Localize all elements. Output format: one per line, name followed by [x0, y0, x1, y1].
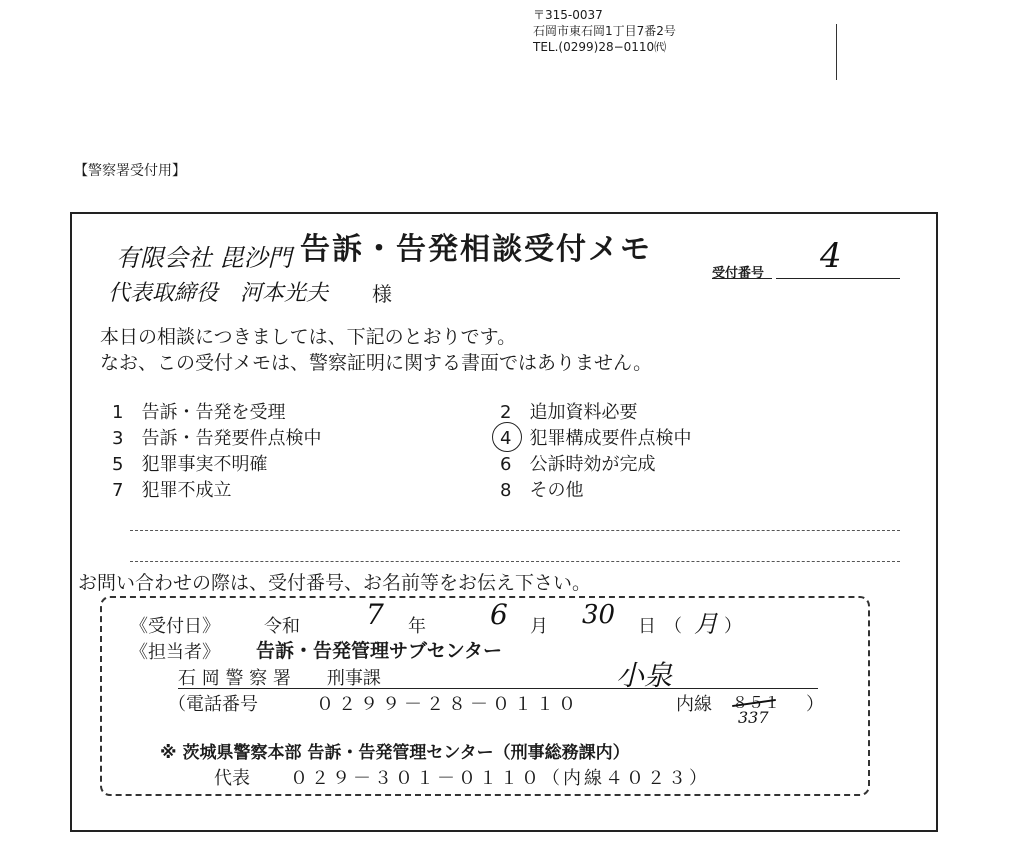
option-label: 公訴時効が完成 [529, 454, 656, 475]
address-tel: TEL.(0299)28−0110㈹ [533, 40, 667, 54]
hq-center-line: ※ 茨城県警察本部 告訴・告発管理センター（刑事総務課内） [160, 743, 630, 763]
option-number: 2 [500, 402, 512, 423]
honorific: 様 [372, 282, 392, 306]
option-number: 3 [112, 428, 124, 449]
receipt-number-label: 受付番号 [712, 266, 765, 281]
weekday-open: （ [664, 616, 682, 637]
date-year: 7 [366, 598, 384, 631]
blank-line-2 [130, 561, 900, 562]
company-name: 有限会社 毘沙門 [116, 244, 292, 272]
extension-new: 337 [738, 708, 769, 727]
date-day: 30 [582, 600, 616, 630]
blank-line-1 [130, 530, 900, 531]
option-2 [500, 398, 637, 424]
hq-main-label: 代表 [214, 768, 250, 789]
memo-title: 告訴・告発相談受付メモ [300, 232, 652, 267]
intro-line-2: なお、この受付メモは、警察証明に関する書面ではありません。 [100, 352, 653, 374]
person-in-charge-label: 《担当者》 [130, 642, 220, 663]
station-underline [178, 688, 818, 689]
option-number: 7 [112, 480, 124, 501]
option-1 [112, 398, 285, 424]
hq-phone: ０２９－３０１－０１１０（内線４０２３） [290, 768, 710, 789]
option-label: 犯罪不成立 [141, 480, 232, 501]
representative-name: 代表取締役 河本光夫 [108, 281, 329, 306]
receipt-label-underline [712, 278, 772, 279]
inquiry-note: お問い合わせの際は、受付番号、お名前等をお伝え下さい。 [78, 572, 592, 594]
option-7 [112, 476, 231, 502]
option-number: 5 [112, 454, 124, 475]
receipt-number-value: 4 [820, 236, 842, 276]
option-4 [500, 424, 691, 450]
option-label: 追加資料必要 [529, 402, 638, 423]
day-unit: 日 [638, 616, 656, 637]
option-8 [500, 476, 583, 502]
option-number: 4 [500, 428, 512, 449]
weekday-close: ） [724, 616, 742, 637]
option-label: その他 [529, 480, 584, 501]
extension-label: 内線 [676, 694, 712, 715]
address-street: 石岡市東石岡1丁目7番2号 [533, 24, 676, 38]
receipt-number-line [776, 278, 900, 279]
postal-code: 〒315-0037 [533, 8, 603, 22]
option-number: 1 [112, 402, 124, 423]
option-5 [112, 450, 267, 476]
option-number: 8 [500, 480, 512, 501]
intro-line-1: 本日の相談につきましては、下記のとおりです。 [100, 326, 517, 348]
date-month: 6 [490, 598, 508, 631]
option-label: 犯罪構成要件点検中 [529, 428, 692, 449]
extension-close: ） [806, 694, 824, 715]
sub-center-name: 告訴・告発管理サブセンター [256, 640, 503, 662]
date-weekday: 月 [694, 610, 718, 638]
office-label: 【警察署受付用】 [74, 163, 186, 179]
margin-mark [836, 24, 837, 80]
year-unit: 年 [408, 616, 426, 637]
option-6 [500, 450, 655, 476]
option-label: 犯罪事実不明確 [141, 454, 268, 475]
option-3 [112, 424, 321, 450]
option-label: 告訴・告発を受理 [141, 402, 286, 423]
option-number: 6 [500, 454, 512, 475]
extension-old: ８５１ [732, 693, 781, 712]
option-label: 告訴・告発要件点検中 [141, 428, 322, 449]
reception-date-label: 《受付日》 [130, 616, 220, 637]
police-station: 石 岡 警 察 署 刑事課 [178, 668, 381, 689]
era-label: 令和 [264, 616, 300, 637]
phone-label: （電話番号 [168, 694, 258, 715]
month-unit: 月 [530, 616, 548, 637]
officer-name: 小泉 [616, 659, 673, 692]
phone-number: ０２９９－２８－０１１０ [316, 694, 580, 715]
